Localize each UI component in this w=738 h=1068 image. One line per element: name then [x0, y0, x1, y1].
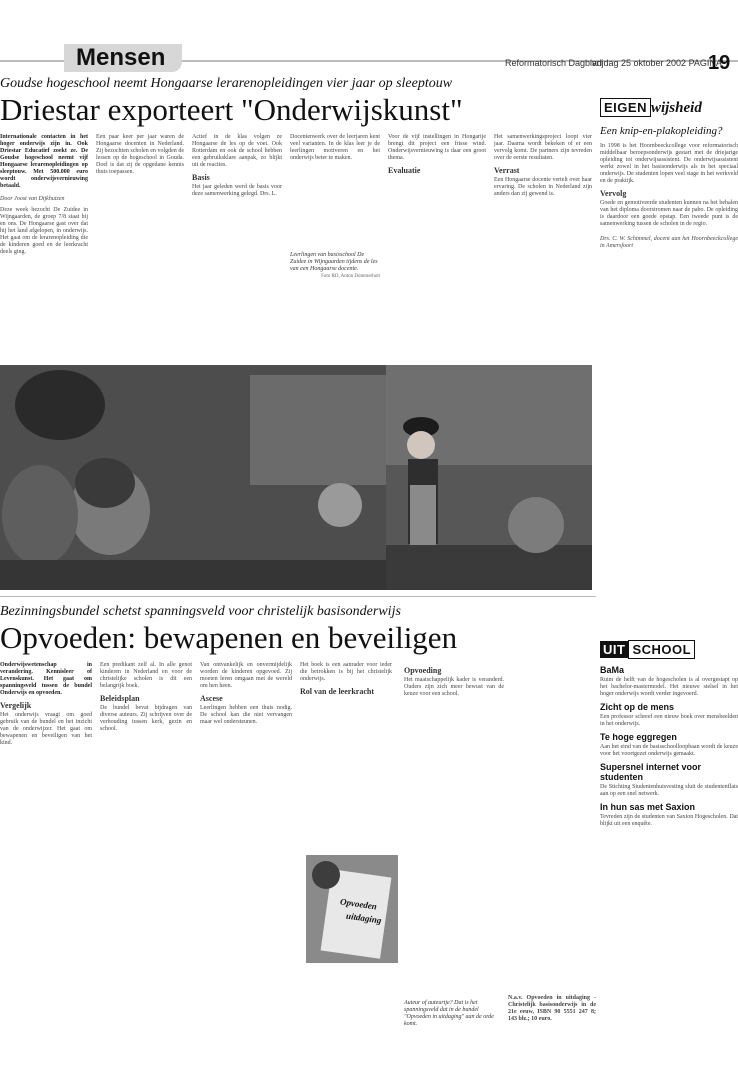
teacher-photo-art — [386, 365, 592, 590]
bottom-col2-subhead: Beleidsplan — [100, 694, 140, 703]
top-col5-subhead: Evaluatie — [388, 166, 421, 175]
top-intro: Internationale contacten in het hoger onderwijs zijn in. Ook Driestar Educatief zoekt ze. De Goudse hogeschool neemt vijf Hongaarse lerarenopleidingen op sleeptouw. Met 500.000 euro wordt onderwijsvernieuwing betaald. — [0, 134, 88, 189]
school-item-text: Tevreden zijn de studenten van Saxion Hogescholen. Dat blijkt uit een enquête. — [600, 814, 738, 827]
bottom-col-5 — [404, 662, 504, 698]
bottom-col1-text: Het onderwijs vraagt om goed gebruik van de bundel en het inzicht van de onderwijzer. Het gaat om bewapenen en beveiligen van het kind. — [0, 712, 92, 746]
teacher-photo — [386, 365, 592, 590]
column-author: Drs. C. W. Schimmel, docent aan het Hoornbeeckcollege in Amersfoort — [600, 236, 738, 249]
column-body-2: Goede en gemotiveerde studenten kunnen na het behalen van het diploma doorstromen naar de pabo. De opleiding is daardoor een goede opstap. Een tweede punt is de samenwerking tussen de scholen in de regio. — [600, 200, 738, 227]
top-col-6 — [494, 134, 592, 198]
book-title-line-2: uitdaging — [345, 910, 383, 926]
bottom-col2-more: De bundel bevat bijdragen van diverse auteurs. Zij schrijven over de verhouding tussen kerk, gezin en school. — [100, 705, 192, 732]
bottom-col5-subhead: Opvoeding — [404, 666, 442, 675]
school-item-text: Een professor schreef een nieuw boek over mensbeelden in het onderwijs. — [600, 714, 738, 727]
bottom-col4-subhead: Rol van de leerkracht — [300, 687, 374, 696]
bottom-col-3 — [200, 662, 292, 726]
bottom-col5-text: Het maatschappelijk kader is veranderd. Ouders zijn zich meer bewust van de keuze voor een school. — [404, 677, 504, 697]
uit-logo-part: UIT — [600, 641, 628, 658]
wijsheid-logo-part: wijsheid — [650, 100, 702, 116]
caption-text: Leerlingen van basisschool De Zuidee in Wijngaarden tijdens de les van een Hongaarse docente. — [290, 252, 378, 272]
book-note: N.a.v. Opvoeden in uitdaging - Christelijk basisonderwijs in de 21e eeuw, ISBN 90 5551 247 8; 143 blz.; 10 euro. — [508, 995, 596, 1022]
school-item-title: Te hoge eggregen — [600, 732, 677, 742]
top-col2-text: Een paar keer per jaar waren de Hongaarse docenten in Nederland. Zij bezochten scholen en volgden de lessen op de hogeschool in Gouda. Doel is dat zij de opgedane kennis thuis toepassen. — [96, 134, 184, 175]
top-headline: Driestar exporteert "Onderwijskunst" — [0, 92, 463, 127]
bottom-col-1 — [0, 662, 92, 747]
top-col6-more: Een Hongaarse docente vertelt over haar ervaring. De scholen in Nederland zijn anders dan zij gewend is. — [494, 177, 592, 197]
page-number: 19 — [708, 52, 731, 74]
top-col-3 — [192, 134, 282, 198]
top-col-5 — [388, 134, 486, 177]
top-photo-caption — [290, 252, 380, 280]
column-subhead: Vervolg — [600, 189, 627, 198]
eigen-logo-part: EIGEN — [600, 98, 651, 117]
school-item-text: Ruim de helft van de hogescholen is al overgestapt op het bachelor-mastermodel. Het nieuwe stelsel in het hoger onderwijs wordt verder ingevoerd. — [600, 677, 738, 697]
school-item-title: Zicht op de mens — [600, 702, 675, 712]
school-item-text: Aan het eind van de basisschoolloopbaan wordt de keuze voor het voortgezet onderwijs gemaakt. — [600, 744, 738, 757]
photo-credit: Foto RD, Anton Dommerholt — [321, 274, 380, 279]
section-title: Mensen — [64, 44, 182, 72]
bottom-col-4 — [300, 662, 392, 698]
bottom-col-2 — [100, 662, 192, 733]
book-cover-photo — [306, 855, 398, 963]
uit-school-logo — [600, 640, 738, 659]
top-col6-subhead: Verrast — [494, 166, 520, 175]
top-col3-text: Actief in de klas volgen ze Hongaarse de les op de voet. Ook Rotterdam en ook de school hebben een gebruiksklare aanpak, zo blijkt uit de reacties. — [192, 134, 282, 168]
school-item-text: De Stichting Studentenhuisvesting sluit de studentenflats aan op een snel netwerk. — [600, 784, 738, 797]
book-cover-art — [306, 855, 398, 963]
top-byline: Door Joost van Dijkhuizen — [0, 196, 65, 202]
top-col4-text: Docentenwerk over de leerjaren kent veel varianten. In de klas leer je de leerlingen motiveren en het onderwijs beter te maken. — [290, 134, 380, 161]
school-item-title: BaMa — [600, 665, 625, 675]
top-col-4 — [290, 134, 380, 162]
bottom-col3-text: Van ontvankelijk en onvermijdelijk worden de kinderen opgevoed. Zij moeten leren omgaan met de wereld om hen heen. — [200, 662, 292, 689]
school-item-title: Supersnel internet voor studenten — [600, 762, 702, 782]
top-col3-subhead: Basis — [192, 173, 210, 182]
classroom-photo — [0, 365, 386, 590]
bottom-col3-subhead: Ascese — [200, 694, 223, 703]
top-col-2 — [96, 134, 184, 176]
top-col-1 — [0, 134, 88, 256]
bottom-kicker: Bezinningsbundel schetst spanningsveld voor christelijk basisonderwijs — [0, 604, 401, 619]
paper-name: Reformatorisch Dagblad — [505, 58, 603, 68]
top-col3-more: Het jaar geleden werd de basis voor deze samenwerking gelegd. Drs. L. — [192, 184, 282, 197]
issue-date: vrijdag 25 oktober 2002 PAGINA — [592, 58, 722, 68]
column-title: Een knip-en-plakopleiding? — [600, 125, 723, 137]
bottom-col4-text: Het boek is een aanrader voor ieder die betrokken is bij het christelijk onderwijs. — [300, 662, 392, 682]
eigen-wijsheid-logo — [600, 98, 738, 117]
column-body: In 1998 is het Hoornbeeckcollege voor reformatorisch middelbaar beroepsonderwijs gestart met de driejarige opleiding tot onderwijsassistent. De onderwijsassistent werkt zowel in het basisonderwijs als in het speciaal onderwijs. De studenten lopen veel stage in het werkveld en de praktijk. — [600, 143, 738, 184]
bottom-intro: Onderwijswetenschap in verandering. Kennisleer of Levenskunst. Het gaat om spanningsveld tussen de bundel Onderwijs en opvoeden. — [0, 662, 92, 696]
top-col5-text: Voor de vijf instellingen in Hongarije brengt dit project een frisse wind. Onderwijsvernieuwing is daar een groot thema. — [388, 134, 486, 161]
eigen-wijsheid-column — [600, 98, 738, 598]
classroom-photo-art — [0, 365, 386, 590]
uit-school-column — [600, 640, 738, 1068]
uit-school-items — [600, 665, 738, 828]
top-kicker: Goudse hogeschool neemt Hongaarse lerarenopleidingen vier jaar op sleeptouw — [0, 76, 453, 91]
book-caption: Auteur of auteurtje? Dat is het spanningsveld dat in de bundel "Opvoeden in uitdaging" aan de orde komt. — [404, 1000, 494, 1027]
school-item-title: In hun sas met Saxion — [600, 802, 696, 812]
top-col6-text: Het samenwerkingsproject loopt vier jaar. Daarna wordt bekeken of er een vervolg komt. De partners zijn tevreden over de eerste resultaten. — [494, 134, 592, 161]
book-title-line-1: Opvoeden — [339, 896, 378, 912]
top-col1-text: Deze week bezocht De Zuidee in Wijngaarden, de groep 7/8 staat hij en ons. De Hongaarse gast over dat hij het land afgelopen, in onderwijs. Het gaat om de lerarenopleiding die de kinderen goed en de leerkracht deels ging. — [0, 207, 88, 255]
section-divider — [0, 596, 596, 597]
school-logo-part: SCHOOL — [628, 640, 695, 659]
bottom-col2-text: Een predikant zelf al. In alle genot kinderen in Nederland en voor de christelijke scholen is dit een belangrijk boek. — [100, 662, 192, 689]
bottom-col1-subhead: Vergelijk — [0, 701, 32, 710]
bottom-col3-more: Leerlingen hebben een thuis nodig. De school kan die niet vervangen maar wel ondersteunen. — [200, 705, 292, 725]
bottom-headline: Opvoeden: bewapenen en beveiligen — [0, 620, 458, 655]
